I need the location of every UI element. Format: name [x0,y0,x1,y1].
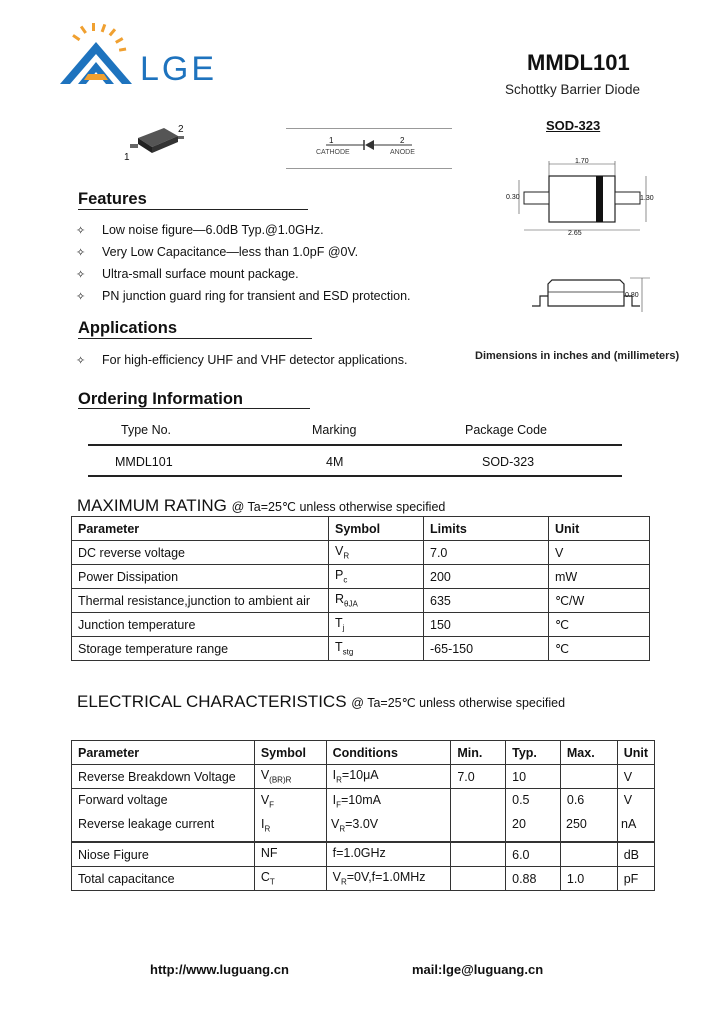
ordering-title: Ordering Information [78,390,243,408]
bullet-icon: ✧ [76,291,86,303]
applications-title: Applications [78,319,178,337]
package-outline-top [506,158,656,238]
table-header-row [72,517,650,541]
max-rating-table [71,516,650,661]
ordering-header-marking: Marking [312,423,357,437]
outline-side-view [530,270,660,320]
table-row: Total capacitance $C_T$ $V_R=0V,f=1.0MHz$ 0.88 1.0 pF [72,867,655,891]
anode-label: ANODE [390,149,415,156]
ordering-header-type: Type No. [121,423,172,437]
logo-text: LGE [140,50,218,88]
bullet-icon: ✧ [76,247,86,259]
dimensions-note: Dimensions in inches and (millimeters) [475,350,680,362]
table-row: Reverse Breakdown Voltage $V_{(BR)R}$ $I_R=10\mu A$ 7.0 10 V [72,765,655,789]
logo-mark-icon [58,22,138,88]
electrical-heading [77,692,565,712]
table-row: Storage temperature range $T_{stg}$ -65-150 ℃ [72,637,650,661]
pin2-label: 2 [178,124,184,135]
ordering-type: MMDL101 [115,455,173,469]
max-rating-title: MAXIMUM RATING [77,496,227,515]
table-row: Thermal resistance,junction to ambient air $R_{\theta JA}$ 635 ℃/W [72,589,650,613]
footer-email[interactable]: mail:lge@luguang.cn [412,962,544,977]
package-name: SOD-323 [546,118,601,133]
feature-item: ✧ Low noise figure—6.0dB Typ.@1.0GHz. [76,223,324,237]
bullet-icon: ✧ [76,355,86,367]
max-rating-condition: @ Ta=25℃ unless otherwise specified [231,500,446,514]
outline-top-view [506,158,656,238]
dim-height-right: 1.30 [640,195,654,202]
col-header: Conditions [326,741,451,765]
table-row: Power Dissipation $P_c$ 200 mW [72,565,650,589]
table-row: DC reverse voltage $V_R$ 7.0 V [72,541,650,565]
table-row: Junction temperature $T_j$ 150 ℃ [72,613,650,637]
col-header: Symbol [254,741,326,765]
electrical-title: ELECTRICAL CHARACTERISTICS [77,692,347,711]
part-number: MMDL101 [527,50,630,75]
lge-logo [58,22,238,92]
ordering-package: SOD-323 [482,455,535,469]
col-header: Unit [617,741,654,765]
symbol-pin2: 2 [400,136,405,145]
col-header: Typ. [506,741,561,765]
dim-height-left: 0.30 [506,194,520,201]
electrical-condition: @ Ta=25℃ unless otherwise specified [351,696,566,710]
symbol-pin1: 1 [329,136,334,145]
col-header: Parameter [72,517,329,541]
package-thumbnail [120,120,200,166]
table-row [72,842,655,843]
dim-thickness: 0.80 [625,292,639,299]
application-item: ✧ For high-efficiency UHF and VHF detector applications. [76,353,408,367]
dim-width: 1.70 [575,158,589,165]
table-row: Forward voltage $V_F$ $I_F=10mA$ 0.5 0.6 V [72,789,655,842]
table-header-row [72,741,655,765]
col-header: Min. [451,741,506,765]
features-title: Features [78,190,147,208]
bullet-icon: ✧ [76,269,86,281]
feature-item: ✧ Ultra-small surface mount package. [76,267,299,281]
col-header: Limits [424,517,549,541]
table-row: Reverse leakage current $I_R$ $V_R=3.0V$ 20 250 nA [78,817,637,834]
cathode-label: CATHODE [316,149,350,156]
bullet-icon: ✧ [76,225,86,237]
footer-url[interactable]: http://www.luguang.cn [150,962,289,977]
col-header: Max. [560,741,617,765]
col-header: Unit [549,517,650,541]
feature-item: ✧ Very Low Capacitance—less than 1.0pF @0V. [76,245,359,259]
ordering-marking: 4M [326,455,344,469]
table-row: Niose Figure NF f=1.0GHz 6.0 dB [72,843,655,867]
package-outline-side [530,270,660,320]
sod323-package-icon [120,120,200,166]
col-header: Symbol [329,517,424,541]
max-rating-heading [77,496,445,516]
dim-total: 2.65 [568,230,582,237]
pin1-label: 1 [124,152,130,163]
ordering-header-package: Package Code [465,423,548,437]
diode-symbol [316,138,426,160]
feature-item: ✧ PN junction guard ring for transient and ESD protection. [76,289,411,303]
part-description: Schottky Barrier Diode [505,82,641,97]
col-header: Parameter [72,741,255,765]
